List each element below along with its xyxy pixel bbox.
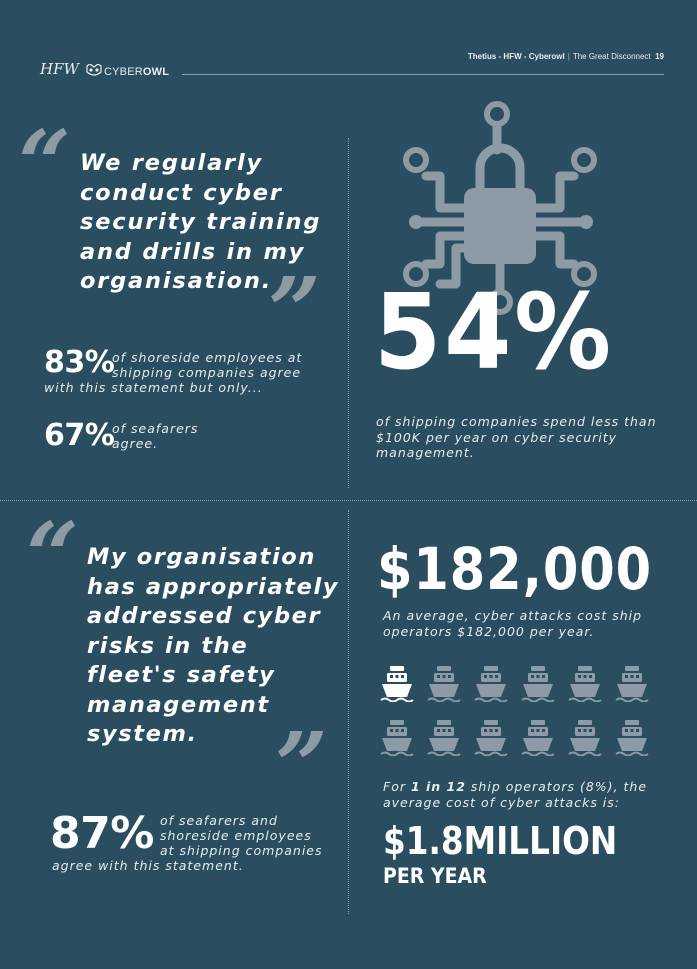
ship-pictogram — [380, 664, 654, 772]
stat-87-description-tail: agree with this statement. — [52, 858, 244, 873]
owl-logo-icon — [86, 64, 102, 77]
stat-182k-value: $182,000 — [377, 535, 653, 603]
ship-icon — [568, 664, 602, 702]
stat-18m-unit: PER YEAR — [383, 864, 487, 888]
stat-54-value: 54% — [374, 271, 614, 393]
close-quote-mark: ” — [268, 257, 321, 365]
stat-83-description-tail: with this statement but only... — [44, 380, 263, 395]
quote-training-drills: We regularly conduct cyber security training and drills in my organisation. — [80, 150, 322, 294]
horizontal-divider — [0, 500, 697, 501]
stat-18m-value: $1.8MILLION — [383, 819, 618, 863]
vertical-divider-bottom — [348, 510, 349, 914]
ship-icon — [474, 718, 508, 756]
open-quote-mark: “ — [18, 110, 71, 218]
stat-67-description: of seafarers agree. — [112, 421, 199, 451]
ship-icon — [380, 718, 414, 756]
stat-83-value: 83% — [44, 345, 115, 380]
ship-icon — [427, 718, 461, 756]
page-number: 19 — [655, 52, 664, 61]
stat-87-value: 87% — [50, 808, 154, 859]
open-quote-mark-2: “ — [26, 502, 79, 610]
ship-icon — [521, 664, 555, 702]
page-header — [0, 0, 697, 90]
ship-icon — [521, 718, 555, 756]
ship-icon — [380, 664, 414, 702]
stat-67-value: 67% — [44, 418, 115, 453]
stat-54-description: of shipping companies spend less than $100K per year on cyber security management. — [376, 414, 657, 460]
close-quote-mark-2: ” — [275, 712, 328, 820]
ship-icon — [427, 664, 461, 702]
stat-182k-description: An average, cyber attacks cost ship operators $182,000 per year. — [383, 608, 643, 639]
ship-row — [380, 664, 654, 702]
cyberowl-logo: CYBEROWL — [104, 66, 170, 78]
ship-icon — [615, 718, 649, 756]
vertical-divider-top — [348, 138, 349, 488]
report-credit: Thetius - HFW - Cyberowl — [467, 52, 565, 61]
report-title: The Great Disconnect — [572, 52, 651, 61]
stat-18m-intro: For 1 in 12 ship operators (8%), the average cost of cyber attacks is: — [383, 779, 648, 810]
header-rule — [182, 74, 664, 75]
quote-cyber-risks: My organisation has appropriately addressed cyber risks in the fleet's safety management system. — [87, 544, 340, 747]
stat-87-description: of seafarers and shoreside employees at shipping companies — [160, 813, 323, 858]
ship-icon — [615, 664, 649, 702]
stat-83-description: of shoreside employees at shipping companies agree — [112, 350, 303, 380]
ship-row — [380, 718, 654, 756]
ship-icon — [568, 718, 602, 756]
ship-icon — [474, 664, 508, 702]
hfw-logo: HFW — [40, 60, 79, 78]
running-head: Thetius - HFW - Cyberowl | The Great Disconnect 19 — [467, 52, 664, 61]
